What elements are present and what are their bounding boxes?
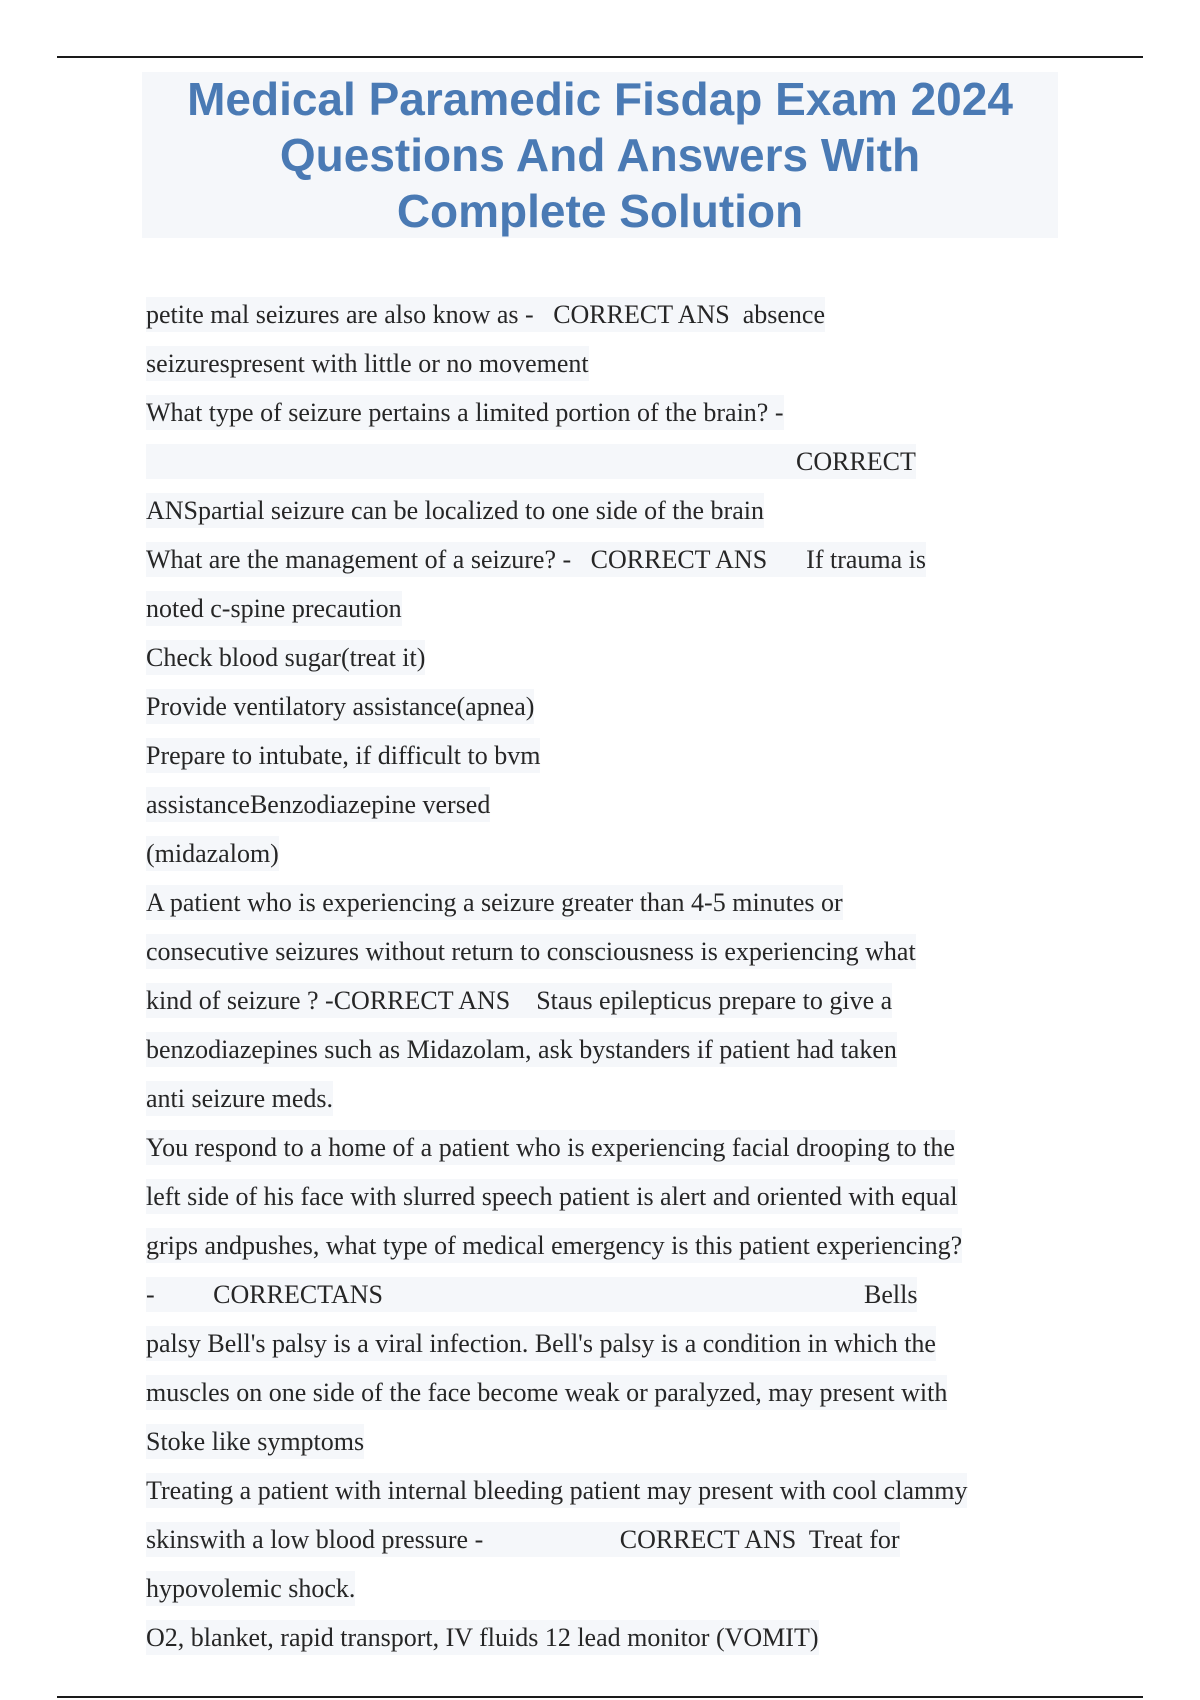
text-line-content: consecutive seizures without return to consciousness is experiencing what — [146, 934, 916, 969]
text-line — [146, 731, 1046, 780]
text-line-content: Treating a patient with internal bleeding patient may present with cool clammy — [146, 1473, 967, 1508]
text-line-content: seizurespresent with little or no movement — [146, 346, 589, 381]
text-line — [146, 1270, 1046, 1319]
text-line — [146, 1466, 1046, 1515]
text-line — [146, 1515, 1046, 1564]
text-line — [146, 976, 1046, 1025]
header-rule — [57, 56, 1143, 58]
text-line-content: petite mal seizures are also know as - CORRECT ANS absence — [146, 297, 825, 332]
text-line — [146, 339, 1046, 388]
text-line-content: - CORRECTANS Bells — [146, 1277, 917, 1312]
text-line-content: CORRECT — [146, 444, 916, 479]
text-line-content: palsy Bell's palsy is a viral infection. Bell's palsy is a condition in which the — [146, 1326, 936, 1361]
text-line — [146, 1417, 1046, 1466]
text-line — [146, 1613, 1046, 1662]
text-line — [146, 290, 1046, 339]
text-line-content: anti seizure meds. — [146, 1081, 333, 1116]
text-line — [146, 1172, 1046, 1221]
text-line — [146, 535, 1046, 584]
text-line-content: hypovolemic shock. — [146, 1571, 355, 1606]
text-line-content: skinswith a low blood pressure - CORRECT ANS Treat for — [146, 1522, 900, 1557]
text-line-content: grips andpushes, what type of medical emergency is this patient experiencing? — [146, 1228, 962, 1263]
text-line-content: kind of seizure ? -CORRECT ANS Staus epilepticus prepare to give a — [146, 983, 892, 1018]
text-line-content: What are the management of a seizure? - CORRECT ANS If trauma is — [146, 542, 926, 577]
text-line — [146, 584, 1046, 633]
text-line — [146, 1025, 1046, 1074]
document-title — [142, 72, 1058, 238]
text-line-content: You respond to a home of a patient who is experiencing facial drooping to the — [146, 1130, 955, 1165]
text-line — [146, 927, 1046, 976]
text-line-content: (midazalom) — [146, 836, 279, 871]
text-line — [146, 633, 1046, 682]
text-line — [146, 1221, 1046, 1270]
text-line — [146, 682, 1046, 731]
text-line — [146, 1074, 1046, 1123]
text-line-content: assistanceBenzodiazepine versed — [146, 787, 490, 822]
text-line-content: Provide ventilatory assistance(apnea) — [146, 689, 534, 724]
text-line — [146, 780, 1046, 829]
footer-rule — [57, 1696, 1143, 1698]
text-line — [146, 486, 1046, 535]
text-line-content: ANSpartial seizure can be localized to one side of the brain — [146, 493, 764, 528]
text-line-content: What type of seizure pertains a limited portion of the brain? - — [146, 395, 784, 430]
text-line-content: Prepare to intubate, if difficult to bvm — [146, 738, 540, 773]
text-line — [146, 1564, 1046, 1613]
text-line — [146, 1123, 1046, 1172]
text-line-content: Check blood sugar(treat it) — [146, 640, 425, 675]
text-line — [146, 829, 1046, 878]
text-line-content: muscles on one side of the face become weak or paralyzed, may present with — [146, 1375, 947, 1410]
text-line — [146, 878, 1046, 927]
text-line-content: A patient who is experiencing a seizure greater than 4-5 minutes or — [146, 885, 843, 920]
text-line-content: benzodiazepines such as Midazolam, ask bystanders if patient had taken — [146, 1032, 897, 1067]
text-line-content: O2, blanket, rapid transport, IV fluids 12 lead monitor (VOMIT) — [146, 1620, 819, 1655]
text-line-content: Stoke like symptoms — [146, 1424, 364, 1459]
text-line — [146, 437, 1046, 486]
text-line — [146, 1368, 1046, 1417]
title-line-2: Questions And Answers With — [279, 129, 921, 181]
title-line-1: Medical Paramedic Fisdap Exam 2024 — [187, 73, 1013, 125]
text-line-content: noted c-spine precaution — [146, 591, 402, 626]
document-body — [146, 290, 1046, 1662]
text-line — [146, 388, 1046, 437]
text-line-content: left side of his face with slurred speech patient is alert and oriented with equal — [146, 1179, 958, 1214]
text-line — [146, 1319, 1046, 1368]
title-line-3: Complete Solution — [396, 185, 804, 237]
